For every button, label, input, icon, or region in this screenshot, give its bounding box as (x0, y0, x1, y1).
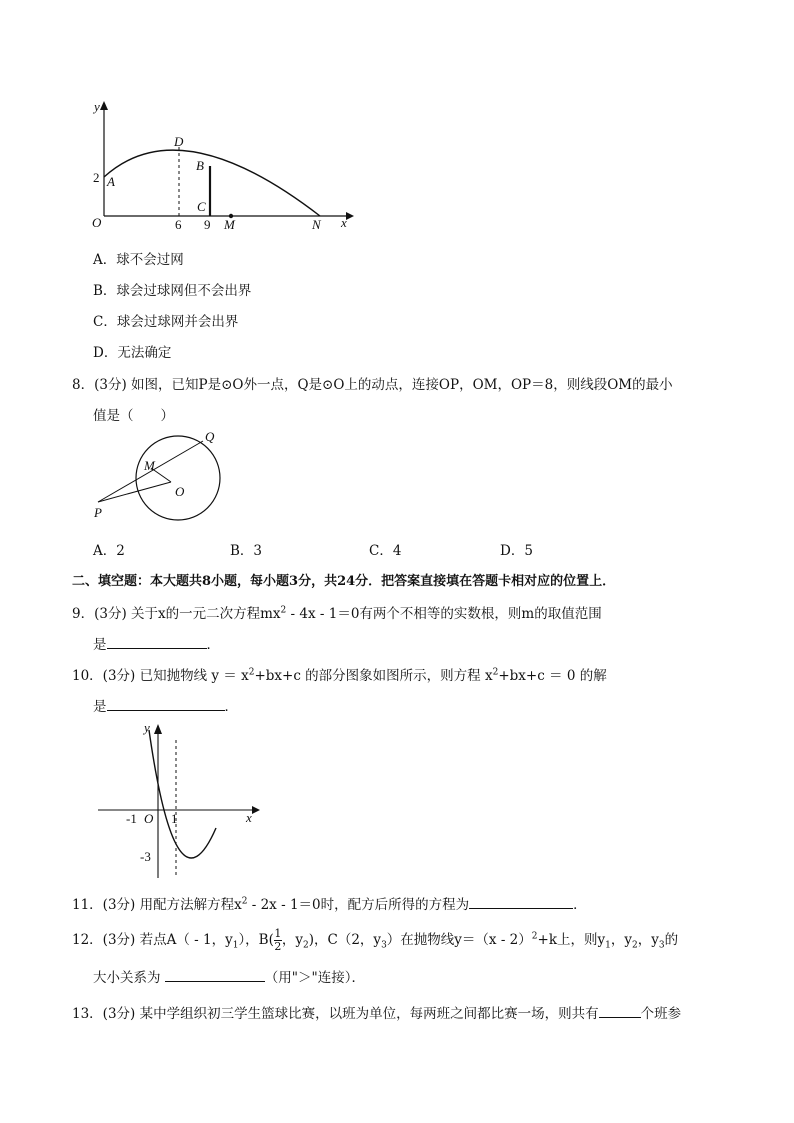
point-p-label: P (94, 505, 102, 520)
point-m-label: M (224, 217, 235, 232)
q8-option-d: D．5 (500, 543, 533, 559)
q12-stem-line1: 12．(3分) 若点A（ - 1，$y_1$），B( $\frac{1}{2}$ ，$y_2$)，C（2，$y_3$）在抛物线y＝（x - 2）$^2$+k上，则$y_1$，$y_2$，$y_3$的 (72, 927, 679, 953)
parabola-figure (94, 718, 264, 882)
tick-neg1-label: -1 (126, 811, 137, 826)
origin-label: O (92, 215, 102, 230)
q13-answer-blank (599, 1003, 641, 1018)
point-b-label: B (196, 158, 204, 173)
q9-answer-blank (107, 634, 207, 649)
q8-stem-line1: 8．(3分) 如图，已知P是⊙O外一点，Q是⊙O上的动点，连接OP，OM，OP＝8，则线段OM的最小 (72, 377, 673, 393)
q9-stem-line2: 是 ． (93, 633, 220, 653)
q12-answer-blank (165, 967, 265, 982)
q8-option-c: C．4 (369, 543, 402, 559)
tick-9-label: 9 (204, 217, 211, 232)
point-a-label: A (107, 174, 115, 189)
q11-stem: 11．(3分) 用配方法解方程$x^2 - 2x - 1=0$时，配方后所得的方程为 ． (72, 893, 587, 913)
tick-2-label: 2 (93, 170, 100, 185)
q8-stem-line2: 值是（ ） (93, 408, 174, 424)
q8-option-b: B．3 (230, 543, 263, 559)
q10-stem-line2: 是 ． (93, 695, 238, 715)
point-o-label: O (175, 484, 185, 499)
origin-label: O (144, 811, 154, 826)
q8-option-a: A．2 (93, 543, 125, 559)
q7-option-d: D．无法确定 (93, 345, 172, 361)
circle-figure (88, 428, 238, 524)
trajectory-figure (88, 96, 358, 236)
q7-option-a: A．球不会过网 (93, 252, 184, 268)
q7-option-c: C．球会过球网并会出界 (93, 314, 239, 330)
q13-stem: 13．(3分) 某中学组织初三学生篮球比赛，以班为单位，每两班之间都比赛一场，则共有 个班参 (72, 1002, 681, 1022)
tick-neg3-label: -3 (140, 849, 151, 864)
tick-1-label: 1 (171, 811, 178, 826)
q10-stem-line1: 10．(3分) 已知抛物线 $y = x^2+bx+c$ 的部分图象如图所示，则方程 $x^2+bx+c = 0$ 的解 (72, 667, 607, 684)
q7-option-b: B．球会过球网但不会出界 (93, 283, 252, 299)
x-axis-label: x (246, 810, 252, 825)
q10-answer-blank (107, 696, 225, 711)
point-q-label: Q (205, 429, 215, 444)
y-axis-label: y (144, 720, 150, 735)
point-d-label: D (174, 134, 184, 149)
point-n-label: N (312, 217, 321, 232)
point-m-label: M (144, 458, 155, 473)
q11-answer-blank (469, 894, 573, 909)
point-c-label: C (197, 199, 206, 214)
q12-stem-line2: 大小关系为 （用"＞"连接）． (93, 966, 365, 986)
x-axis-label: x (341, 215, 347, 230)
y-axis-label: y (94, 99, 100, 114)
tick-6-label: 6 (175, 217, 182, 232)
q9-stem-line1: 9．(3分) 关于x的一元二次方程$mx^2 - 4x - 1=0$有两个不相等的实数根，则m的取值范围 (72, 605, 602, 622)
section-heading: 二、填空题：本大题共8小题，每小题3分，共24分．把答案直接填在答题卡相对应的位置上． (72, 574, 616, 589)
